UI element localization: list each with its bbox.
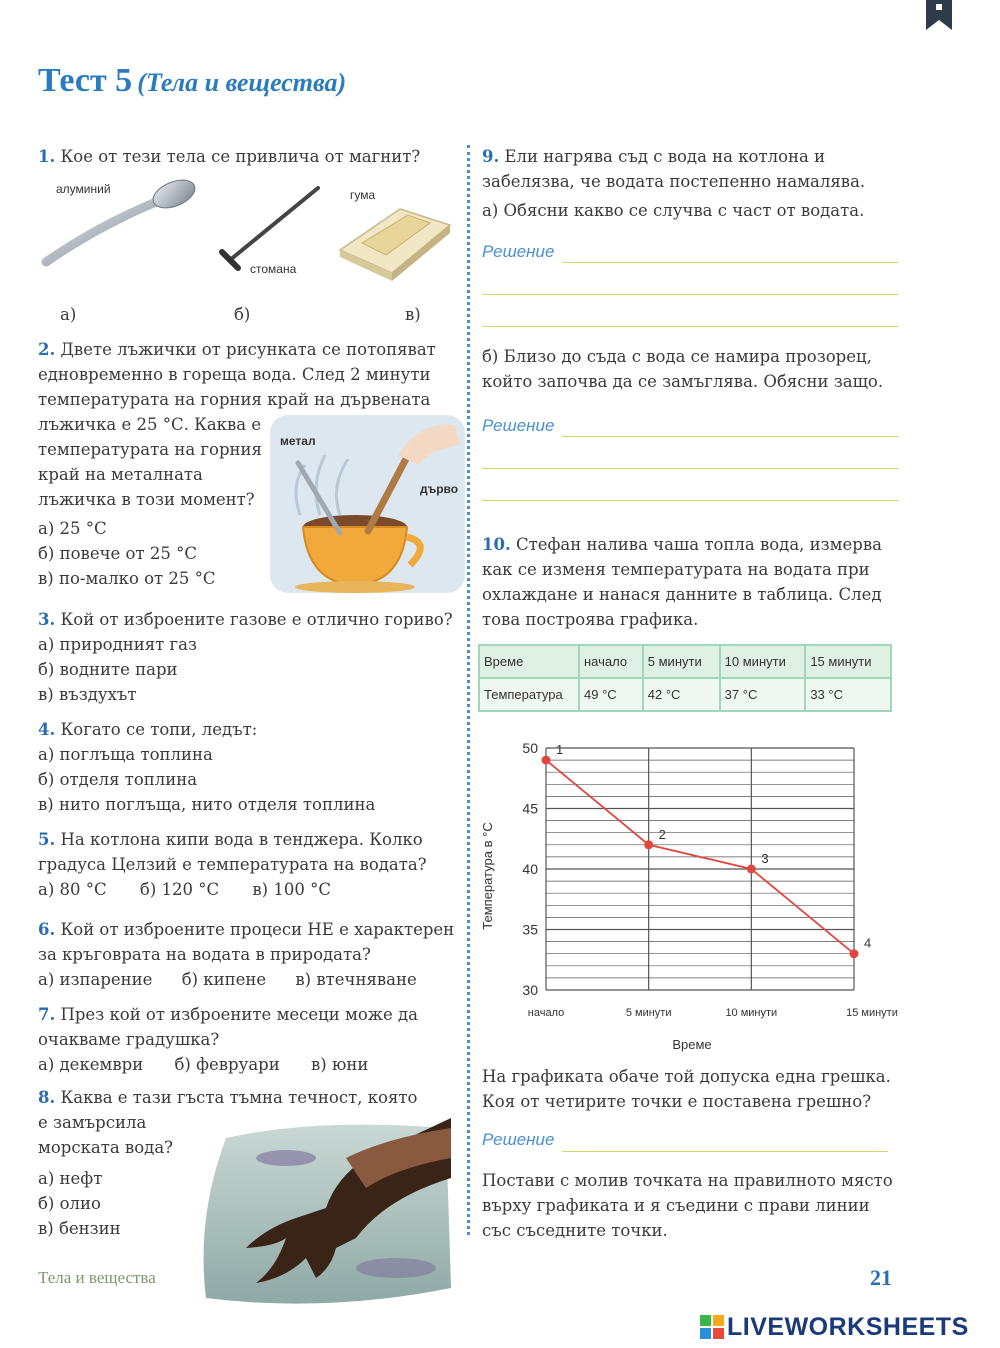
label-rubber: гума xyxy=(350,188,376,202)
label-wood: дърво xyxy=(420,482,459,496)
y-tick-label: 35 xyxy=(522,921,538,938)
q6-option-b[interactable]: б) кипене xyxy=(181,970,267,989)
q4-option-a[interactable]: а) поглъща топлина xyxy=(38,745,213,764)
question-6 xyxy=(38,917,454,992)
series-line xyxy=(542,742,872,958)
title-main: Тест 5 xyxy=(38,62,133,99)
temperature-chart xyxy=(478,736,918,1056)
q10-after-text xyxy=(482,1064,891,1114)
q6-option-c[interactable]: в) втечняване xyxy=(295,970,417,989)
question-text: Постави с молив точката на правилното място xyxy=(482,1171,893,1190)
question-number: 2. xyxy=(38,340,56,359)
x-tick-label: начало xyxy=(527,1007,565,1019)
question-text: На котлона кипи вода в тенджера. Колко xyxy=(60,830,423,849)
q6-option-a[interactable]: а) изпарение xyxy=(38,970,153,989)
point-label: 4 xyxy=(864,935,872,951)
question-text: за кръговрата на водата в природата? xyxy=(38,945,371,964)
question-text: През кой от изброените месеци може да xyxy=(60,1005,418,1024)
question-text: На графиката обаче той допуска една грешка. xyxy=(482,1067,891,1086)
question-text: едновременно в гореща вода. След 2 минути xyxy=(38,365,431,384)
y-tick-label: 40 xyxy=(522,861,538,877)
q4-option-b[interactable]: б) отделя топлина xyxy=(38,770,198,789)
question-number: 9. xyxy=(482,147,500,166)
question-text: лъжичка в този момент? xyxy=(38,490,255,509)
question-text: лъжичка е 25 °С. Каква е xyxy=(38,415,262,434)
spoon-image xyxy=(38,176,198,276)
oily-hand-image xyxy=(196,1118,456,1310)
table-cell: 49 °С xyxy=(580,679,642,710)
x-axis-label: Време xyxy=(672,1037,712,1052)
question-number: 5. xyxy=(38,830,56,849)
table-row xyxy=(480,646,890,677)
liveworksheets-logo[interactable] xyxy=(700,1312,969,1342)
question-number: 4. xyxy=(38,720,56,739)
question-text: който започва да се замъглява. Обясни защо. xyxy=(482,372,884,391)
label-metal: метал xyxy=(280,434,316,448)
page-title xyxy=(38,62,346,100)
question-text: Кой от изброените процеси НЕ е характерен xyxy=(60,920,455,939)
question-text: б) Близо до съда с вода се намира прозорец, xyxy=(482,347,872,366)
table-cell: 37 °С xyxy=(721,679,805,710)
y-axis-ticks xyxy=(522,740,538,998)
q8-option-b[interactable]: б) олио xyxy=(38,1194,101,1213)
q1-option-b[interactable]: б) xyxy=(234,305,251,324)
q9a-solution-label: Решение xyxy=(482,242,555,261)
question-text: Каква е тази гъста тъмна течност, която xyxy=(60,1088,418,1107)
y-tick-label: 50 xyxy=(522,740,538,756)
q5-option-a[interactable]: а) 80 °С xyxy=(38,880,107,899)
question-4 xyxy=(38,717,375,817)
label-steel: стомана xyxy=(250,262,297,276)
question-number: 8. xyxy=(38,1088,56,1107)
question-text: това построява графика. xyxy=(482,610,699,629)
question-10 xyxy=(482,532,882,632)
answer-line[interactable] xyxy=(482,468,898,469)
q9-part-b xyxy=(482,344,883,394)
liveworksheets-logo-text: LIVEWORKSHEETS xyxy=(727,1312,969,1341)
q2-option-b[interactable]: б) повече от 25 °С xyxy=(38,544,197,563)
q2-option-c[interactable]: в) по-малко от 25 °С xyxy=(38,569,216,588)
table-cell: начало xyxy=(580,646,642,677)
question-text: Кое от тези тела се привлича от магнит? xyxy=(60,147,421,166)
column-divider xyxy=(467,145,470,1235)
y-tick-label: 45 xyxy=(522,800,538,817)
title-sub: (Тела и вещества) xyxy=(137,68,347,97)
data-point[interactable] xyxy=(542,756,551,765)
x-tick-label: 5 минути xyxy=(625,1007,672,1019)
footer-section-title: Тела и вещества xyxy=(38,1268,156,1287)
question-text: Стефан налива чаша топла вода, измерва xyxy=(515,535,882,554)
q10-solution-label: Решение xyxy=(482,1130,555,1149)
point-label: 1 xyxy=(556,742,564,758)
chart-grid xyxy=(546,748,854,990)
q8-option-c[interactable]: в) бензин xyxy=(38,1219,121,1238)
table-row xyxy=(480,679,890,710)
eraser-image xyxy=(330,195,460,285)
question-text: как се изменя температурата на водата при xyxy=(482,560,870,579)
q10-final-text xyxy=(482,1168,893,1243)
q1-option-a[interactable]: а) xyxy=(60,305,77,324)
question-text: градуса Целзий е температурата на водата? xyxy=(38,855,427,874)
question-text: край на металната xyxy=(38,465,203,484)
question-9 xyxy=(482,144,865,223)
q7-option-c[interactable]: в) юни xyxy=(310,1055,369,1074)
question-text: температурата на горния xyxy=(38,440,262,459)
temperature-table xyxy=(478,644,892,712)
x-axis-ticks xyxy=(528,1007,898,1019)
q5-option-b[interactable]: б) 120 °С xyxy=(139,880,220,899)
question-7 xyxy=(38,1002,418,1077)
answer-line[interactable] xyxy=(562,262,898,263)
question-text: Коя от четирите точки е поставена грешно? xyxy=(482,1092,872,1111)
data-point[interactable] xyxy=(644,840,653,849)
y-axis-label: Температура в °С xyxy=(480,822,495,930)
q3-option-c[interactable]: в) въздухът xyxy=(38,685,137,704)
q1-option-c[interactable]: в) xyxy=(405,305,421,324)
page-number: 21 xyxy=(870,1265,892,1290)
question-text: Ели нагрява съд с вода на котлона и xyxy=(504,147,826,166)
answer-line[interactable] xyxy=(562,1151,888,1152)
table-cell: 33 °С xyxy=(806,679,890,710)
data-point[interactable] xyxy=(850,949,859,958)
q3-option-a[interactable]: а) природният газ xyxy=(38,635,197,654)
question-text: Двете лъжички от рисунката се потопяват xyxy=(60,340,436,359)
question-5 xyxy=(38,827,427,902)
table-cell: Температура xyxy=(480,679,578,710)
question-text: е замърсила xyxy=(38,1113,147,1132)
q7-option-b[interactable]: б) февруари xyxy=(174,1055,280,1074)
bookmark-icon[interactable] xyxy=(926,0,952,30)
point-label: 3 xyxy=(761,851,769,866)
question-1 xyxy=(38,144,420,169)
question-text: морската вода? xyxy=(38,1138,173,1157)
point-label: 2 xyxy=(658,826,666,842)
x-tick-label: 10 минути xyxy=(725,1007,778,1019)
answer-line[interactable] xyxy=(482,294,898,295)
y-tick-label: 30 xyxy=(522,982,538,998)
q8-option-a[interactable]: а) нефт xyxy=(38,1169,103,1188)
question-text: охлаждане и нанася данните в таблица. След xyxy=(482,585,882,604)
question-text: забелязва, че водата постепенно намалява. xyxy=(482,172,866,191)
q2-option-a[interactable]: а) 25 °С xyxy=(38,519,107,538)
table-cell: Време xyxy=(480,646,578,677)
question-text: със съседните точки. xyxy=(482,1221,668,1240)
question-number: 6. xyxy=(38,920,56,939)
table-cell: 15 минути xyxy=(806,646,890,677)
table-cell: 5 минути xyxy=(644,646,719,677)
x-tick-label: 15 минути xyxy=(846,1007,898,1019)
question-number: 10. xyxy=(482,535,511,554)
q5-option-c[interactable]: в) 100 °С xyxy=(252,880,331,899)
q3-option-b[interactable]: б) водните пари xyxy=(38,660,178,679)
q4-option-c[interactable]: в) нито поглъща, нито отделя топлина xyxy=(38,795,376,814)
question-number: 1. xyxy=(38,147,56,166)
table-cell: 42 °С xyxy=(644,679,719,710)
table-cell: 10 минути xyxy=(721,646,805,677)
question-3 xyxy=(38,607,453,707)
answer-line[interactable] xyxy=(482,326,898,327)
question-text: Кой от изброените газове е отлично гориво? xyxy=(60,610,453,629)
liveworksheets-logo-icon xyxy=(700,1315,724,1339)
q9-part-a: а) Обясни какво се случва с част от водата. xyxy=(482,201,865,220)
question-text: Когато се топи, ледът: xyxy=(60,720,258,739)
data-point[interactable] xyxy=(747,865,756,874)
q9b-solution-label: Решение xyxy=(482,416,555,435)
question-number: 7. xyxy=(38,1005,56,1024)
answer-line[interactable] xyxy=(482,500,898,501)
label-aluminium: алуминий xyxy=(56,182,111,196)
nail-image xyxy=(218,182,328,272)
question-text: върху графиката и я съедини с прави линии xyxy=(482,1196,870,1215)
q7-option-a[interactable]: а) декември xyxy=(38,1055,144,1074)
question-text: температурата на горния край на дървената xyxy=(38,390,431,409)
answer-line[interactable] xyxy=(562,436,898,437)
question-text: очакваме градушка? xyxy=(38,1030,220,1049)
question-number: 3. xyxy=(38,610,56,629)
